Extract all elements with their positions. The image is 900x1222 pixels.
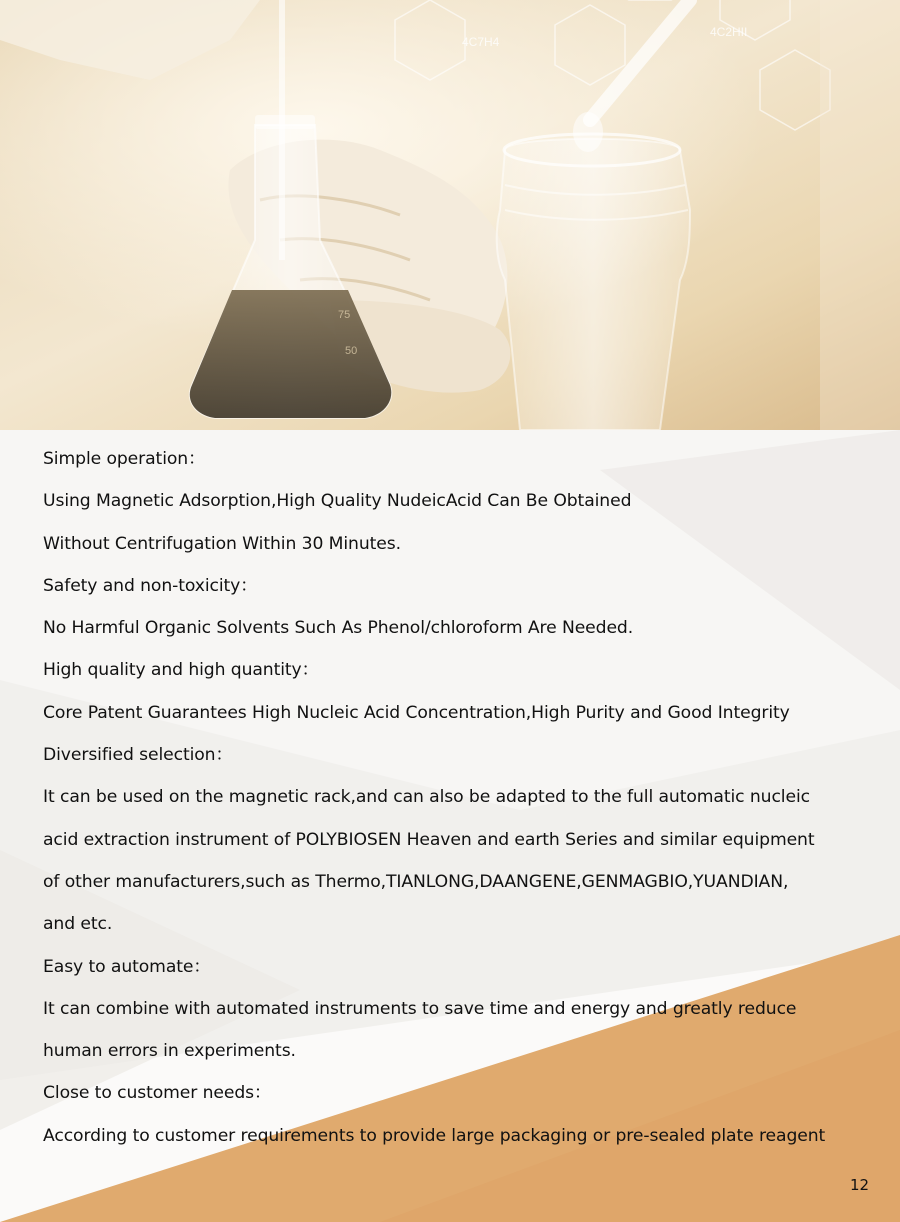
formula-label: 4C2HII: [710, 25, 748, 39]
section-text: human errors in experiments.: [43, 1041, 296, 1062]
section-heading-safety: Safety and non-toxicity：: [43, 575, 258, 596]
page-number: 12: [850, 1176, 870, 1194]
section-text: It can combine with automated instruments to save time and energy and greatly reduce: [43, 998, 797, 1019]
section-text: Using Magnetic Adsorption,High Quality NudeicAcid Can Be Obtained: [43, 491, 632, 512]
section-text: No Harmful Organic Solvents Such As Phenol/chloroform Are Needed.: [43, 618, 634, 639]
section-heading-diversified-selection: Diversified selection：: [43, 745, 233, 766]
section-text: of other manufacturers,such as Thermo,TIANLONG,DAANGENE,GENMAGBIO,YUANDIAN,: [43, 871, 789, 892]
section-heading-easy-to-automate: Easy to automate：: [43, 956, 211, 977]
section-text: It can be used on the magnetic rack,and can also be adapted to the full automatic nucleic: [43, 787, 810, 808]
formula-label: 4C7H4: [462, 35, 500, 49]
section-text: acid extraction instrument of POLYBIOSEN Heaven and earth Series and similar equipment: [43, 829, 815, 850]
section-heading-simple-operation: Simple operation：: [43, 449, 206, 469]
feature-list: [43, 438, 873, 1157]
glass-bottle: [497, 134, 690, 430]
hero-image: [0, 0, 900, 430]
section-heading-high-quality: High quality and high quantity：: [43, 660, 319, 681]
section-heading-customer-needs: Close to customer needs：: [43, 1083, 272, 1104]
svg-text:50: 50: [345, 345, 358, 357]
section-text: and etc.: [43, 914, 113, 935]
section-text: Without Centrifugation Within 30 Minutes.: [43, 533, 401, 554]
section-text: According to customer requirements to provide large packaging or pre-sealed plate reagent: [43, 1125, 826, 1146]
svg-text:75: 75: [338, 309, 351, 321]
section-text: Core Patent Guarantees High Nucleic Acid Concentration,High Purity and Good Integrity: [43, 702, 790, 723]
